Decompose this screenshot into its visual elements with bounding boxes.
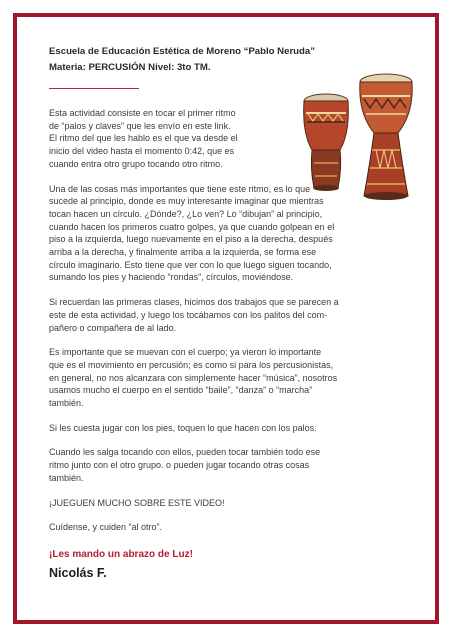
header-rule [49, 88, 139, 89]
text-line: Cuando les salga tocando con ellos, pueden tocar también todo ese [49, 447, 321, 458]
paragraph [49, 107, 414, 171]
text-line: Es importante que se muevan con el cuerpo; ya vieron lo importante [49, 347, 322, 358]
paragraph [49, 346, 414, 410]
text-line: ritmo junto con el otro grupo. o pueden jugar tocando otras cosas [49, 460, 310, 471]
text-line: este de esta actividad, y luego los tocábamos con los palitos del com- [49, 309, 328, 320]
closing-line: ¡Les mando un abrazo de Luz! [49, 549, 193, 560]
text-line: Si les cuesta jugar con los pies, toquen lo que hacen con los palos. [49, 422, 317, 433]
text-line: pañero o compañera de al lado. [49, 322, 177, 333]
text-line: sucede al principio, donde es muy interesante imaginar que mientras [49, 196, 324, 207]
text-line: inicio del video hasta el momento 0:42, que es [49, 146, 235, 157]
paragraph [49, 296, 414, 334]
text-line: también. [49, 472, 84, 483]
paragraph [49, 183, 414, 285]
text-line: sumando los pies y haciendo “rondas”, círculos, moviéndose. [49, 272, 294, 283]
text-line: arriba a la derecha, y finalmente arriba a la izquierda, se forma ese [49, 247, 317, 258]
text-line: Esta actividad consiste en tocar el primer ritmo [49, 108, 236, 118]
text-line: que es el movimiento en percusión; es como si para los percusionistas, [49, 359, 334, 370]
text-line: Una de las cosas más importantes que tiene este ritmo, es lo que [49, 183, 311, 194]
body-text [49, 107, 414, 534]
text-line: de “palos y claves” que les envío en este link. [49, 120, 231, 131]
text-line: El ritmo del que les hablo es el que va desde el [49, 133, 238, 144]
text-line: tocan hacen un círculo. ¿Dónde?, ¿Lo ven? Lo “dibujan” al principio, [49, 208, 323, 219]
text-line: ¡JUEGUEN MUCHO SOBRE ESTE VIDEO! [49, 497, 225, 508]
signature: Nicolás F. [49, 566, 107, 580]
text-line: en general, no nos alcanzara con simplemente hacer “música”, nosotros [49, 372, 338, 383]
school-name: Escuela de Educación Estética de Moreno “Pablo Neruda” [49, 46, 316, 57]
text-line: piso a la izquierda, luego nuevamente en el piso a la derecha, después [49, 234, 333, 245]
text-line: usamos mucho el cuerpo en el sentido “baile”, “danza” o “marcha” [49, 385, 313, 396]
text-line: círculo imaginario. Esto tiene que ver con lo que luego siguen tocando, [49, 259, 332, 270]
paragraph [49, 446, 414, 484]
paragraph [49, 497, 414, 510]
paragraph [49, 521, 414, 534]
subject-line: Materia: PERCUSIÓN Nivel: 3to TM. [49, 62, 211, 73]
text-line: cuando hacen los primeros cuatro golpes, ya que cuando golpean en el [49, 221, 335, 232]
text-line: cuando entra otro grupo tocando otro ritmo. [49, 158, 223, 169]
text-line: Cuídense, y cuiden “al otro”. [49, 522, 163, 533]
text-line: Si recuerdan las primeras clases, hicimos dos trabajos que se parecen a [49, 297, 339, 308]
paragraph [49, 422, 414, 435]
text-line: también. [49, 398, 84, 409]
